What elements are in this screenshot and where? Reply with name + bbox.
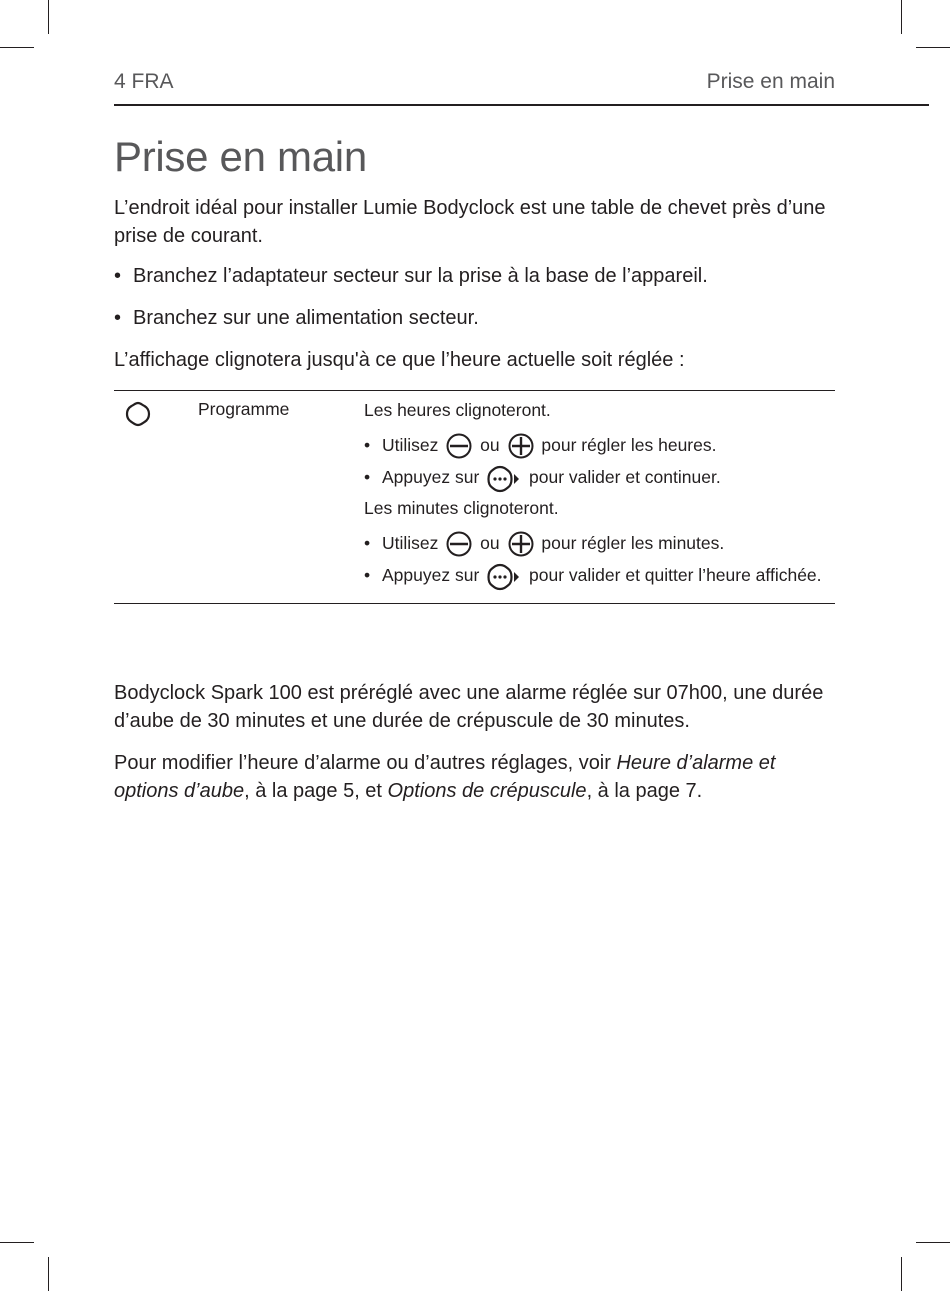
list-item bbox=[364, 431, 835, 459]
instruction-table bbox=[114, 390, 835, 604]
crop-mark bbox=[48, 0, 49, 34]
plus-circle-icon bbox=[508, 433, 534, 459]
list-item bbox=[364, 561, 835, 590]
step-text: Appuyez sur bbox=[382, 565, 480, 586]
list-item bbox=[114, 262, 835, 290]
minus-circle-icon bbox=[446, 531, 472, 557]
section-label: Prise en main bbox=[706, 70, 835, 93]
list-item bbox=[114, 304, 835, 332]
crop-mark bbox=[48, 1257, 49, 1291]
minutes-title: Les minutes clignoteront. bbox=[364, 497, 559, 518]
header-rule bbox=[114, 104, 929, 106]
step-text: pour valider et quitter l’heure affichée. bbox=[529, 565, 822, 586]
running-header bbox=[114, 70, 835, 94]
step-text: pour valider et continuer. bbox=[529, 467, 721, 488]
bullet-dot: • bbox=[364, 435, 371, 455]
description-cell bbox=[364, 391, 835, 604]
crop-mark bbox=[901, 1257, 902, 1291]
crop-mark bbox=[0, 1242, 34, 1243]
list-item-text: Branchez l’adaptateur secteur sur la prise à la base de l’appareil. bbox=[133, 265, 708, 287]
crop-mark bbox=[0, 47, 34, 48]
program-button-icon bbox=[487, 465, 521, 493]
bullet-dot: • bbox=[364, 532, 371, 553]
step-text: pour régler les minutes. bbox=[541, 532, 725, 553]
step-text: ou bbox=[480, 435, 500, 455]
preset-paragraph: Bodyclock Spark 100 est préréglé avec une alarme réglée sur 07h00, une durée d’aube de 30 minutes et une durée de crépuscule de 30 minutes. bbox=[114, 682, 824, 732]
icon-cell bbox=[114, 391, 198, 604]
crop-mark bbox=[916, 47, 950, 48]
paragraph-text: , à la page 5, et bbox=[244, 780, 388, 802]
intro-paragraph: L’endroit idéal pour installer Lumie Bodyclock est une table de chevet près d’une prise de courant. bbox=[114, 197, 826, 247]
bullet-dot: • bbox=[364, 565, 371, 586]
step-text: Appuyez sur bbox=[382, 467, 480, 488]
bullet-dot: • bbox=[114, 265, 122, 287]
round-button-icon bbox=[125, 401, 151, 432]
button-name-cell bbox=[198, 391, 364, 604]
crop-mark bbox=[916, 1242, 950, 1243]
step-text: ou bbox=[480, 532, 500, 553]
cross-reference: Heure d’alarme et options d’aube bbox=[114, 752, 776, 802]
list-item-text: Branchez sur une alimentation secteur. bbox=[133, 307, 479, 329]
hours-title: Les heures clignoteront. bbox=[364, 400, 551, 420]
program-button-icon bbox=[487, 563, 521, 591]
step-text: Utilisez bbox=[382, 435, 439, 455]
plus-circle-icon bbox=[508, 531, 534, 557]
bullet-dot: • bbox=[114, 307, 122, 329]
paragraph-text: Pour modifier l’heure d’alarme ou d’autres réglages, voir bbox=[114, 752, 617, 774]
intro-section bbox=[114, 194, 835, 374]
bullet-dot: • bbox=[364, 467, 371, 488]
crop-mark bbox=[901, 0, 902, 34]
page-label: 4 FRA bbox=[114, 70, 174, 93]
list-item bbox=[364, 463, 835, 492]
step-text: pour régler les heures. bbox=[541, 435, 717, 455]
table-row bbox=[114, 391, 835, 604]
cross-reference: Options de crépuscule bbox=[387, 780, 587, 802]
list-item bbox=[364, 529, 835, 557]
display-note: L’affichage clignotera jusqu'à ce que l’heure actuelle soit réglée : bbox=[114, 349, 685, 371]
page-title: Prise en main bbox=[114, 133, 367, 180]
settings-section bbox=[114, 679, 835, 819]
modify-paragraph bbox=[114, 749, 835, 805]
minus-circle-icon bbox=[446, 433, 472, 459]
paragraph-text: , à la page 7. bbox=[586, 780, 703, 802]
step-text: Utilisez bbox=[382, 532, 439, 553]
button-name: Programme bbox=[198, 399, 290, 419]
